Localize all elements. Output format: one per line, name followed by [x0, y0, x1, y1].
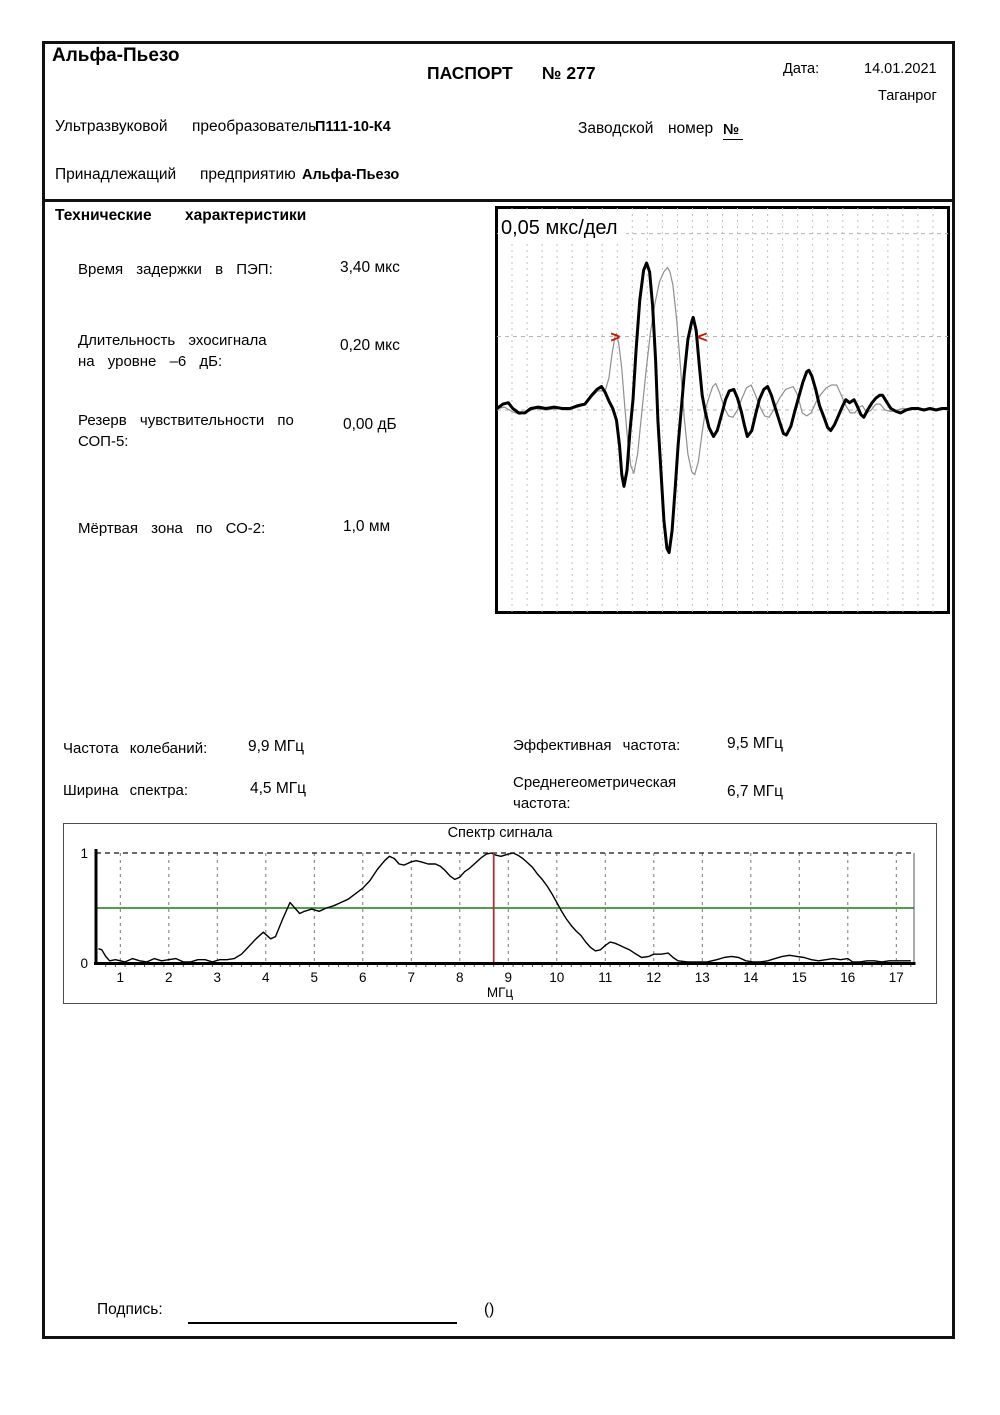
tech-row-label-line: Длительность эхосигнала: [78, 332, 267, 349]
signature-label: Подпись:: [97, 1301, 163, 1318]
svg-text:16: 16: [840, 970, 856, 985]
geometric-mean-frequency-label: [513, 772, 676, 814]
svg-text:14: 14: [743, 970, 759, 985]
spectrum-chart-title: Спектр сигнала: [447, 825, 553, 841]
spectrum-plot: [64, 824, 935, 1002]
device-model: П111-10-К4: [315, 119, 391, 135]
svg-text:7: 7: [407, 970, 416, 985]
tech-row-label-line: Мёртвая зона по СО-2:: [78, 520, 266, 537]
svg-text:1: 1: [80, 846, 88, 861]
tech-section-title-word1: Технические: [55, 207, 152, 224]
tech-row-value: 0,00 дБ: [343, 416, 397, 433]
svg-text:9: 9: [504, 970, 513, 985]
svg-text:1: 1: [116, 970, 125, 985]
tech-row-label: [78, 259, 348, 280]
date-value: 14.01.2021: [864, 61, 937, 77]
doc-number: № 277: [542, 63, 596, 83]
geometric-mean-frequency-value: 6,7 МГц: [727, 783, 784, 800]
svg-text:<: <: [697, 327, 708, 347]
effective-frequency-label: Эффективная частота:: [513, 737, 681, 754]
signature-parens: (): [484, 1301, 495, 1318]
tech-row-label-line: Время задержки в ПЭП:: [78, 261, 273, 278]
svg-text:13: 13: [694, 970, 710, 985]
svg-text:0: 0: [80, 956, 88, 971]
spectrum-width-value: 4,5 МГц: [250, 780, 307, 797]
device-kind-word2: преобразователь: [192, 118, 317, 135]
tech-row-label-line: на уровне –6 дБ:: [78, 353, 223, 370]
city: Таганрог: [878, 88, 937, 104]
svg-text:0,05 мкс/дел: 0,05 мкс/дел: [501, 217, 618, 239]
svg-text:5: 5: [310, 970, 319, 985]
svg-text:10: 10: [549, 970, 565, 985]
spectrum-x-axis-label: МГц: [486, 985, 514, 1000]
spectrum-width-label: Ширина спектра:: [63, 782, 189, 799]
tech-row-label-line: Резерв чувствительности по: [78, 412, 294, 429]
tech-row-value: 1,0 мм: [343, 518, 391, 535]
echo-oscillogram-chart: [495, 206, 950, 614]
tech-row-value: 3,40 мкс: [340, 259, 400, 276]
svg-text:17: 17: [888, 970, 904, 985]
company-name: Альфа-Пьезо: [52, 45, 180, 66]
tech-row-label: [78, 518, 348, 539]
serial-number-field: №: [723, 122, 743, 140]
owner-label-word2: предприятию: [200, 166, 296, 183]
svg-text:15: 15: [791, 970, 807, 985]
tech-section-title-word2: характеристики: [185, 207, 307, 224]
geometric-mean-frequency-label-line: Среднегеометрическая: [513, 774, 677, 791]
device-kind-word1: Ультразвуковой: [55, 118, 168, 135]
svg-text:8: 8: [456, 970, 464, 985]
tech-row-label-line: СОП-5:: [78, 433, 129, 450]
doc-type-title: ПАСПОРТ: [427, 63, 513, 83]
owner-label-word1: Принадлежащий: [55, 166, 177, 183]
header-separator: [42, 199, 955, 202]
signature-line: [188, 1322, 457, 1324]
geometric-mean-frequency-label-line: частота:: [513, 795, 571, 812]
serial-label-word1: Заводской: [578, 120, 654, 137]
tech-row-label: [78, 410, 348, 452]
effective-frequency-value: 9,5 МГц: [727, 735, 784, 752]
svg-text:6: 6: [359, 970, 367, 985]
svg-text:2: 2: [165, 970, 173, 985]
oscillation-frequency-value: 9,9 МГц: [248, 738, 305, 755]
svg-text:4: 4: [262, 970, 270, 985]
svg-text:>: >: [610, 327, 621, 347]
tech-row-value: 0,20 мкс: [340, 337, 400, 354]
spectrum-chart: [63, 823, 937, 1004]
serial-label-word2: номер: [668, 120, 714, 137]
svg-text:3: 3: [213, 970, 222, 985]
date-label: Дата:: [783, 61, 820, 77]
owner-name: Альфа-Пьезо: [302, 167, 400, 183]
svg-text:11: 11: [598, 970, 613, 985]
oscillation-frequency-label: Частота колебаний:: [63, 740, 208, 757]
tech-row-label: [78, 330, 348, 372]
svg-text:12: 12: [646, 970, 662, 985]
